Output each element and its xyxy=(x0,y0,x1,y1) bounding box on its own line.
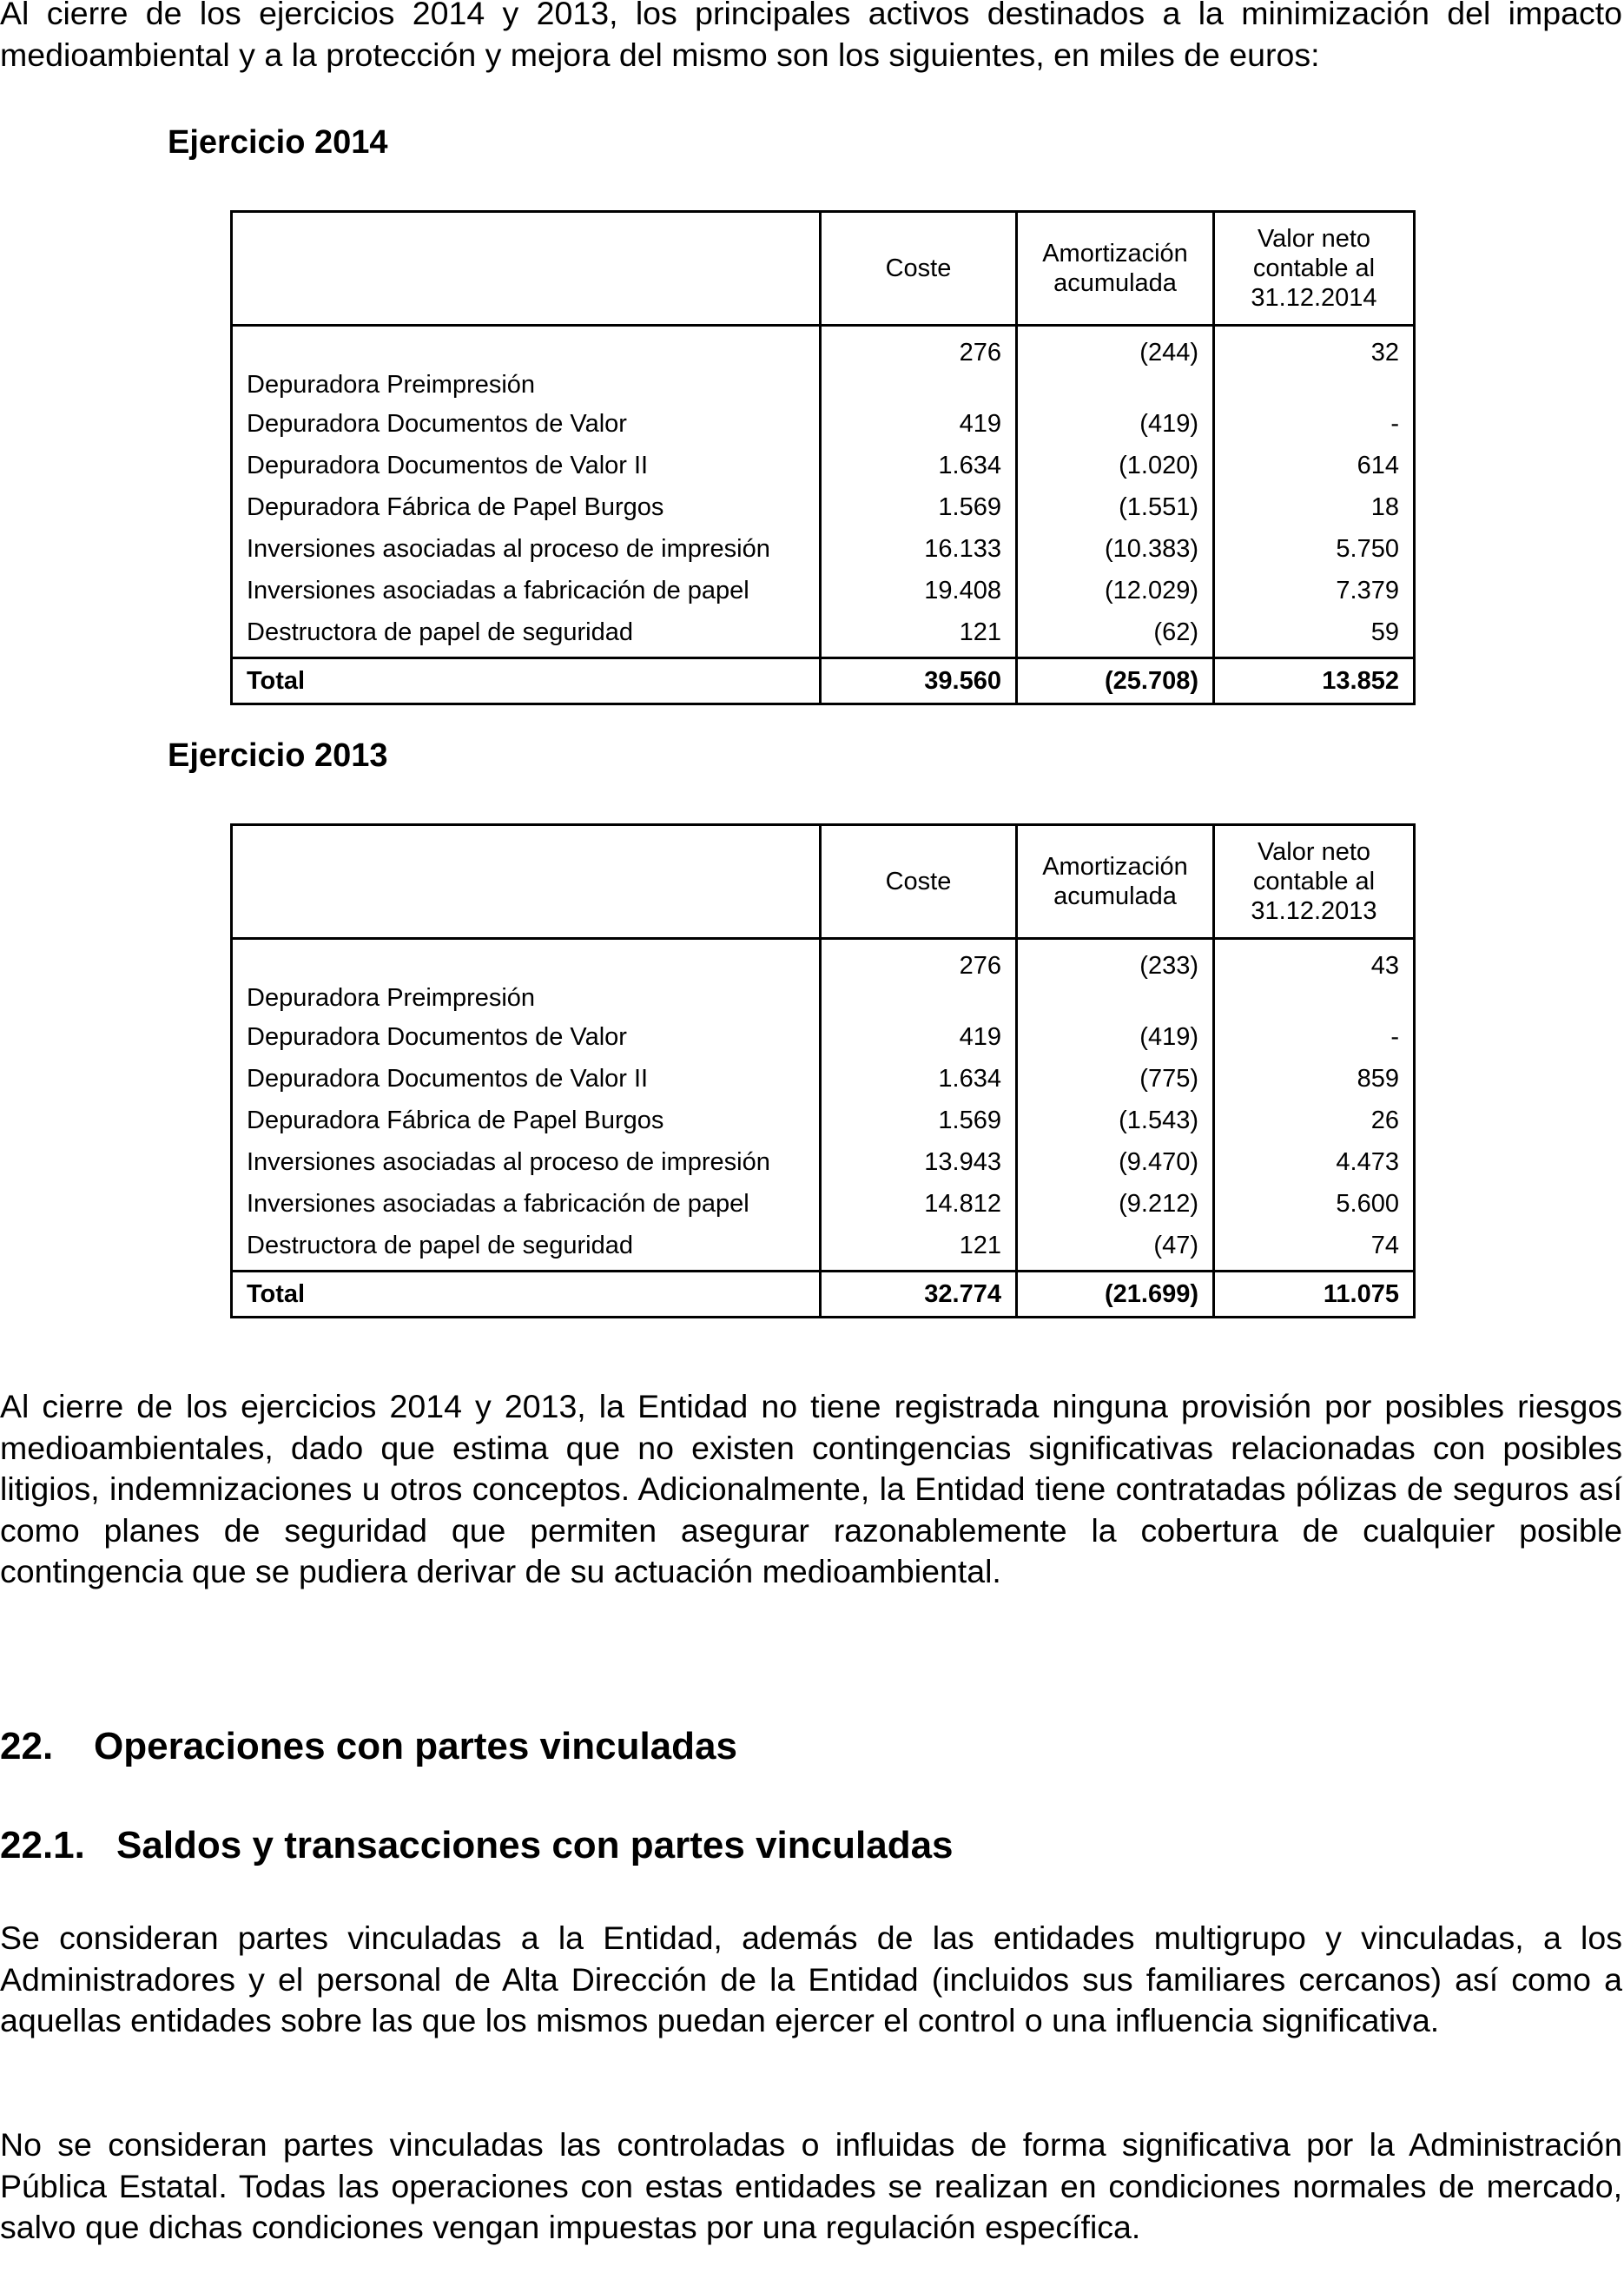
header-valor-line2: contable al xyxy=(1252,868,1376,895)
table-row xyxy=(232,939,1415,1017)
row-valor: 59 xyxy=(1214,611,1415,658)
table-row xyxy=(232,486,1415,528)
table-row xyxy=(232,1141,1415,1183)
table-title-2014: Ejercicio 2014 xyxy=(168,124,388,161)
table-row xyxy=(232,1016,1415,1058)
row-coste: 16.133 xyxy=(821,528,1017,570)
section-heading xyxy=(0,1725,737,1768)
row-amortizacion: (419) xyxy=(1017,1016,1214,1058)
table-row xyxy=(232,1225,1415,1272)
table-title-2013: Ejercicio 2013 xyxy=(168,737,388,774)
intro-paragraph: Al cierre de los ejercicios 2014 y 2013, los principales activos destinados a la minimización del impacto medioambiental y a la protección y mejora del mismo son los siguientes, en miles de euros: xyxy=(0,0,1622,73)
header-blank xyxy=(232,825,821,939)
table-row xyxy=(232,570,1415,611)
table-row xyxy=(232,326,1415,404)
header-blank xyxy=(232,212,821,326)
row-coste: 121 xyxy=(821,611,1017,658)
header-valor-line3: 31.12.2013 xyxy=(1251,897,1377,925)
row-amortizacion: (1.551) xyxy=(1017,486,1214,528)
row-amortizacion: (9.470) xyxy=(1017,1141,1214,1183)
header-coste: Coste xyxy=(821,825,1017,939)
row-coste: 13.943 xyxy=(821,1141,1017,1183)
row-amortizacion: (9.212) xyxy=(1017,1183,1214,1225)
row-label: Depuradora Documentos de Valor xyxy=(232,1016,821,1058)
total-coste: 39.560 xyxy=(821,658,1017,704)
row-coste: 1.634 xyxy=(821,1058,1017,1100)
total-label: Total xyxy=(232,1272,821,1318)
row-valor: 859 xyxy=(1214,1058,1415,1100)
header-valor-line3: 31.12.2014 xyxy=(1251,284,1377,312)
table-header-row xyxy=(232,212,1415,326)
total-amortizacion: (25.708) xyxy=(1017,658,1214,704)
row-coste: 1.634 xyxy=(821,445,1017,486)
header-valor-line2: contable al xyxy=(1252,254,1376,282)
subsection-heading xyxy=(0,1824,954,1867)
row-amortizacion: (775) xyxy=(1017,1058,1214,1100)
row-amortizacion: (244) xyxy=(1017,326,1214,404)
row-amortizacion: (1.543) xyxy=(1017,1100,1214,1141)
row-label: Inversiones asociadas al proceso de impresión xyxy=(232,528,821,570)
row-valor: 5.750 xyxy=(1214,528,1415,570)
table-row xyxy=(232,445,1415,486)
row-label: Depuradora Preimpresión xyxy=(232,939,821,1017)
table-row xyxy=(232,403,1415,445)
row-coste: 276 xyxy=(821,939,1017,1017)
row-valor: 32 xyxy=(1214,326,1415,404)
row-label: Depuradora Documentos de Valor II xyxy=(232,1058,821,1100)
row-label: Depuradora Fábrica de Papel Burgos xyxy=(232,486,821,528)
assets-table-2013 xyxy=(230,823,1416,1318)
table-row xyxy=(232,1058,1415,1100)
row-valor: 5.600 xyxy=(1214,1183,1415,1225)
row-valor: - xyxy=(1214,403,1415,445)
total-label: Total xyxy=(232,658,821,704)
header-valor-neto xyxy=(1214,212,1415,326)
subsection-title: Saldos y transacciones con partes vinculadas xyxy=(116,1824,954,1866)
row-coste: 419 xyxy=(821,403,1017,445)
header-amortizacion xyxy=(1017,212,1214,326)
row-label: Depuradora Documentos de Valor II xyxy=(232,445,821,486)
header-amortizacion-line1: Amortización xyxy=(1042,853,1188,881)
row-label: Destructora de papel de seguridad xyxy=(232,1225,821,1272)
total-valor: 13.852 xyxy=(1214,658,1415,704)
row-label: Destructora de papel de seguridad xyxy=(232,611,821,658)
header-amortizacion-line2: acumulada xyxy=(1053,269,1177,297)
table-header-row xyxy=(232,825,1415,939)
row-valor: 4.473 xyxy=(1214,1141,1415,1183)
row-label: Inversiones asociadas al proceso de impresión xyxy=(232,1141,821,1183)
row-valor: 614 xyxy=(1214,445,1415,486)
total-row xyxy=(232,1272,1415,1318)
assets-table-2014 xyxy=(230,210,1416,705)
subsection-number: 22.1. xyxy=(0,1824,85,1866)
row-label: Depuradora Fábrica de Papel Burgos xyxy=(232,1100,821,1141)
header-amortizacion-line2: acumulada xyxy=(1053,882,1177,910)
row-coste: 14.812 xyxy=(821,1183,1017,1225)
row-label: Depuradora Preimpresión xyxy=(232,326,821,404)
header-amortizacion-line1: Amortización xyxy=(1042,240,1188,268)
related-parties-paragraph: Se consideran partes vinculadas a la Entidad, además de las entidades multigrupo y vinculadas, a los Administradores y el personal de Alta Dirección de la Entidad (incluidos sus familiares cercanos) así como a aquellas entidades sobre las que los mismos puedan ejercer el control o una influencia significativa. xyxy=(0,1919,1622,2039)
row-amortizacion: (12.029) xyxy=(1017,570,1214,611)
row-valor: 74 xyxy=(1214,1225,1415,1272)
header-amortizacion xyxy=(1017,825,1214,939)
row-amortizacion: (62) xyxy=(1017,611,1214,658)
row-amortizacion: (233) xyxy=(1017,939,1214,1017)
row-valor: 18 xyxy=(1214,486,1415,528)
total-amortizacion: (21.699) xyxy=(1017,1272,1214,1318)
row-coste: 121 xyxy=(821,1225,1017,1272)
row-coste: 276 xyxy=(821,326,1017,404)
section-number: 22. xyxy=(0,1725,54,1767)
row-coste: 1.569 xyxy=(821,486,1017,528)
row-valor: - xyxy=(1214,1016,1415,1058)
header-valor-line1: Valor neto xyxy=(1257,225,1371,253)
provision-paragraph: Al cierre de los ejercicios 2014 y 2013, la Entidad no tiene registrada ninguna provisión por posibles riesgos medioambientales, dado que estima que no existen contingencias significativas relacionadas con posibles litigios, indemnizaciones u otros conceptos. Adicionalmente, la Entidad tiene contratadas pólizas de seguros así como planes de seguridad que permiten asegurar razonablemente la cobertura de cualquier posible contingencia que se pudiera derivar de su actuación medioambiental. xyxy=(0,1388,1622,1590)
row-valor: 26 xyxy=(1214,1100,1415,1141)
section-title: Operaciones con partes vinculadas xyxy=(94,1725,737,1767)
row-coste: 419 xyxy=(821,1016,1017,1058)
header-valor-line1: Valor neto xyxy=(1257,838,1371,866)
row-coste: 19.408 xyxy=(821,570,1017,611)
row-label: Depuradora Documentos de Valor xyxy=(232,403,821,445)
table-row xyxy=(232,1183,1415,1225)
total-coste: 32.774 xyxy=(821,1272,1017,1318)
table-row xyxy=(232,528,1415,570)
row-amortizacion: (47) xyxy=(1017,1225,1214,1272)
row-amortizacion: (1.020) xyxy=(1017,445,1214,486)
non-related-parties-paragraph: No se consideran partes vinculadas las controladas o influidas de forma significativa por la Administración Pública Estatal. Todas las operaciones con estas entidades se realizan en condiciones normales de mercado, salvo que dichas condiciones vengan impuestas por una regulación específica. xyxy=(0,2126,1622,2246)
total-valor: 11.075 xyxy=(1214,1272,1415,1318)
row-valor: 43 xyxy=(1214,939,1415,1017)
row-label: Inversiones asociadas a fabricación de papel xyxy=(232,1183,821,1225)
header-valor-neto xyxy=(1214,825,1415,939)
row-valor: 7.379 xyxy=(1214,570,1415,611)
row-amortizacion: (419) xyxy=(1017,403,1214,445)
row-amortizacion: (10.383) xyxy=(1017,528,1214,570)
total-row xyxy=(232,658,1415,704)
table-row xyxy=(232,611,1415,658)
row-label: Inversiones asociadas a fabricación de papel xyxy=(232,570,821,611)
header-coste: Coste xyxy=(821,212,1017,326)
row-coste: 1.569 xyxy=(821,1100,1017,1141)
table-row xyxy=(232,1100,1415,1141)
